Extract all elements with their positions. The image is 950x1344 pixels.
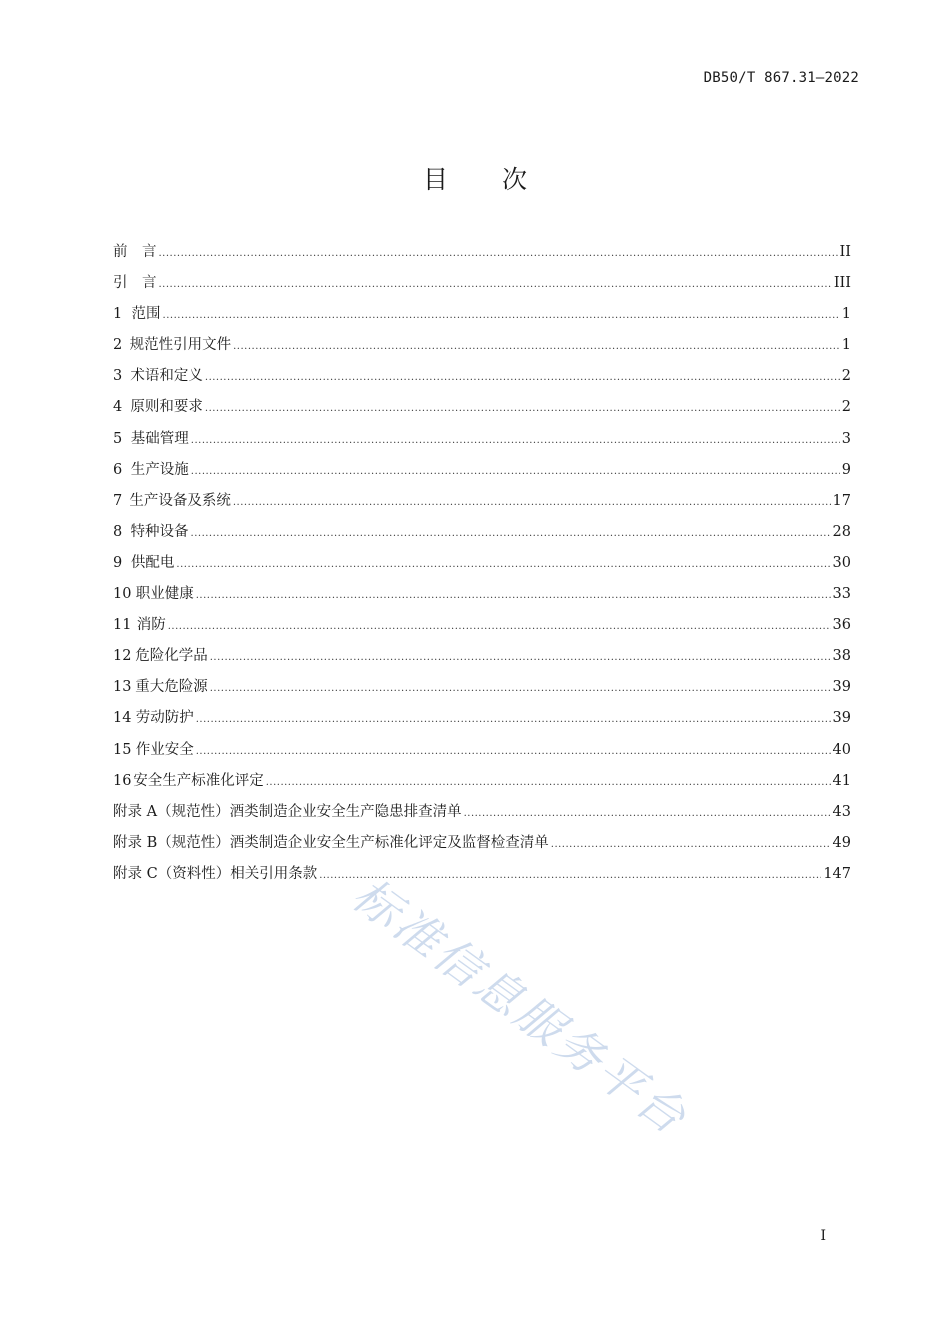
dot-leader	[233, 341, 840, 352]
toc-entry-number: 9	[113, 554, 123, 571]
toc-entry-label: 职业健康	[135, 586, 194, 603]
toc-entry-page: 30	[832, 554, 851, 571]
toc-entry-page: 3	[841, 430, 851, 447]
toc-entry-page: 2	[841, 368, 851, 385]
toc-entry-page: 36	[832, 617, 851, 634]
toc-entry-label: 规范性引用文件	[129, 337, 232, 354]
title-char-1: 目	[422, 165, 448, 194]
toc-entry[interactable]	[113, 333, 851, 364]
toc-entry[interactable]	[113, 364, 851, 395]
toc-entry[interactable]	[113, 644, 851, 675]
toc-entry-page: 28	[832, 523, 851, 540]
toc-entry[interactable]	[113, 395, 851, 426]
toc-entry[interactable]	[113, 582, 851, 613]
toc-entry-page: 39	[832, 679, 851, 696]
toc-entry-page: 43	[832, 803, 851, 820]
toc-entry-number: 4	[113, 399, 123, 416]
toc-entry[interactable]	[113, 675, 851, 706]
toc-entry-page: 147	[823, 865, 851, 882]
dot-leader	[159, 248, 838, 259]
dot-leader	[551, 839, 831, 850]
toc-entry-page: 41	[832, 772, 851, 789]
title-char-2: 次	[502, 165, 528, 194]
table-of-contents	[113, 240, 851, 893]
dot-leader	[168, 621, 831, 632]
toc-entry[interactable]	[113, 271, 851, 302]
toc-entry-page: 2	[841, 399, 851, 416]
toc-entry[interactable]	[113, 706, 851, 737]
toc-entry-number: 8	[113, 523, 123, 540]
toc-entry-label: 基础管理	[130, 430, 189, 447]
toc-entry-page: 33	[832, 586, 851, 603]
dot-leader	[196, 590, 831, 601]
toc-entry[interactable]	[113, 862, 851, 893]
dot-leader	[191, 466, 840, 477]
toc-entry-label: 前 言	[113, 244, 157, 260]
toc-entry[interactable]	[113, 551, 851, 582]
document-code: DB50/T 867.31—2022	[703, 70, 859, 86]
page-number: I	[820, 1228, 826, 1244]
watermark: 标准信息服务平台	[342, 867, 699, 1147]
dot-leader	[210, 683, 831, 694]
toc-entry-number: 6	[113, 461, 123, 478]
dot-leader	[205, 403, 840, 414]
toc-entry-number: 3	[113, 368, 123, 385]
toc-entry-label: 术语和定义	[130, 368, 203, 385]
toc-entry-number: 2	[113, 337, 123, 354]
dot-leader	[176, 559, 830, 570]
dot-leader	[233, 497, 831, 508]
toc-entry-page: 1	[841, 337, 851, 354]
toc-entry-number: 11	[113, 617, 132, 634]
toc-entry[interactable]	[113, 769, 851, 800]
toc-entry-label: 安全生产标准化评定	[133, 772, 264, 789]
dot-leader	[196, 746, 831, 757]
toc-entry-page: 38	[832, 648, 851, 665]
dot-leader	[163, 310, 840, 321]
toc-entry-label: 生产设备及系统	[129, 492, 231, 509]
toc-entry-number: 5	[113, 430, 123, 447]
toc-entry-label: 重大危险源	[135, 679, 208, 696]
toc-entry-number: 13	[113, 679, 132, 696]
toc-entry-number: 14	[113, 710, 132, 727]
toc-entry-label: 范围	[131, 306, 161, 323]
toc-entry-label: 危险化学品	[135, 648, 208, 665]
toc-entry[interactable]	[113, 738, 851, 769]
toc-entry-label: 附录 B（规范性）酒类制造企业安全生产标准化评定及监督检查清单	[113, 834, 549, 851]
toc-entry-page: 17	[832, 492, 851, 509]
toc-entry[interactable]	[113, 302, 851, 333]
toc-entry-number: 16	[113, 772, 132, 789]
toc-entry-label: 附录 A（规范性）酒类制造企业安全生产隐患排查清单	[113, 803, 462, 820]
toc-entry[interactable]	[113, 240, 851, 271]
toc-entry-page: 40	[832, 741, 851, 758]
toc-entry-label: 附录 C（资料性）相关引用条款	[113, 865, 318, 882]
dot-leader	[191, 528, 831, 539]
dot-leader	[196, 714, 831, 725]
toc-entry[interactable]	[113, 427, 851, 458]
toc-entry-label: 消防	[136, 617, 166, 634]
toc-entry-page: 1	[841, 306, 851, 323]
toc-entry[interactable]	[113, 489, 851, 520]
toc-entry-label: 生产设施	[130, 461, 189, 478]
toc-entry-number: 1	[113, 306, 123, 323]
toc-entry[interactable]	[113, 613, 851, 644]
toc-entry-label: 作业安全	[135, 741, 194, 758]
toc-entry-label: 供配电	[130, 554, 175, 571]
dot-leader	[159, 279, 832, 290]
toc-entry-page: 39	[832, 710, 851, 727]
dot-leader	[205, 372, 840, 383]
toc-entry[interactable]	[113, 831, 851, 862]
toc-entry-label: 特种设备	[130, 523, 189, 540]
toc-entry-label: 劳动防护	[135, 710, 194, 727]
dot-leader	[210, 652, 831, 663]
toc-entry-number: 15	[113, 741, 132, 758]
toc-entry[interactable]	[113, 458, 851, 489]
toc-entry-label: 引 言	[113, 275, 157, 292]
toc-entry-page: 49	[832, 834, 851, 851]
toc-entry-label: 原则和要求	[130, 399, 203, 416]
dot-leader	[191, 435, 840, 446]
dot-leader	[464, 808, 831, 819]
toc-entry[interactable]	[113, 520, 851, 551]
toc-entry[interactable]	[113, 800, 851, 831]
toc-entry-page: 9	[841, 461, 851, 478]
toc-entry-page: II	[839, 244, 851, 260]
page-title	[0, 160, 950, 196]
toc-entry-page: III	[833, 275, 851, 292]
dot-leader	[266, 777, 831, 788]
toc-entry-number: 12	[113, 648, 132, 665]
toc-entry-number: 7	[113, 492, 123, 509]
toc-entry-number: 10	[113, 586, 132, 603]
